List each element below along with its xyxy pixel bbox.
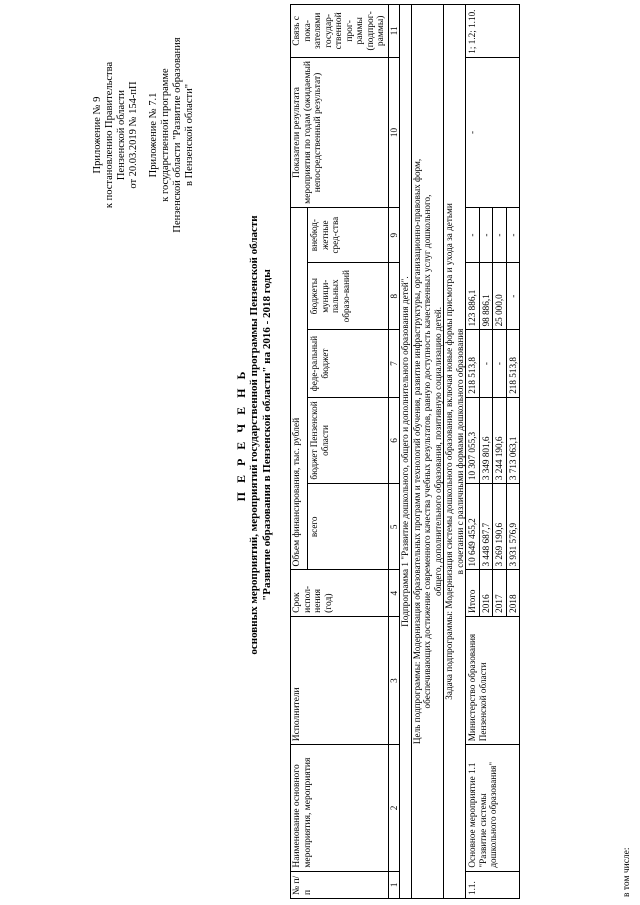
col-number: 8 xyxy=(388,263,400,330)
row-extra: - xyxy=(506,208,520,263)
appendix-line: Пензенской области "Развитие образования xyxy=(172,37,183,233)
row-federal: - xyxy=(493,330,507,397)
header-executor: Исполнители xyxy=(291,616,389,744)
header-num: № п/п xyxy=(291,871,389,898)
goal-line: общего, дополнительного образования, позитивную социализацию детей. xyxy=(432,307,443,597)
row-regional: 3 713 063,1 xyxy=(506,397,520,483)
subprogram-row xyxy=(400,5,412,899)
header-name: Наименование основного мероприятия, мероприятия xyxy=(291,745,389,871)
header-indicators: Показатели результата мероприятия по годам (ожидаемый непосредственный результат) xyxy=(291,57,389,208)
row-term: 2017 xyxy=(493,570,507,616)
row-regional: 3 244 190,6 xyxy=(493,397,507,483)
measure-indicator: - xyxy=(466,57,520,208)
row-municipal: 25 000,0 xyxy=(493,263,507,330)
row-regional: 10 307 055,3 xyxy=(466,397,480,483)
row-federal: 218 513,8 xyxy=(506,330,520,397)
row-municipal: - xyxy=(506,263,520,330)
header-extrabudget: внебюд-жетные сред-ства xyxy=(308,208,388,263)
measure-link: 1; 1.2; 1.10. xyxy=(466,5,520,58)
row-regional: 3 349 801,6 xyxy=(479,397,493,483)
row-term: 2016 xyxy=(479,570,493,616)
col-number: 10 xyxy=(388,57,400,208)
row-federal: - xyxy=(479,330,493,397)
goal-line: Цель подпрограммы: Модернизация образовательных программ и технологий обучения, развитие инфраструктуры, организационно-правовых форм, xyxy=(411,158,422,745)
title-line-3: "Развитие образования в Пензенской области" на 2016 - 2018 годы xyxy=(261,269,273,601)
col-number: 9 xyxy=(388,208,400,263)
header-regional: бюджет Пензенской области xyxy=(308,397,388,483)
subprogram-goal xyxy=(411,5,444,899)
task-line: в сочетании с различными формами дошкольного образования xyxy=(454,328,465,575)
row-municipal: 98 886,1 xyxy=(479,263,493,330)
col-number: 5 xyxy=(388,484,400,570)
appendix-line: Приложение № 7.1 xyxy=(148,92,159,178)
col-number: 6 xyxy=(388,397,400,483)
col-number: 3 xyxy=(388,616,400,744)
title-line-2: основных мероприятий, мероприятий государственной программы Пензенской области xyxy=(248,215,260,655)
row-term: 2018 xyxy=(506,570,520,616)
row-extra: - xyxy=(479,208,493,263)
header-total: всего xyxy=(308,484,388,570)
task-line: Задача подпрограммы: Модернизация системы дошкольного образования, включая новые формы присмотра и ухода за детьми xyxy=(444,203,454,700)
title-line-1: П Е Р Е Ч Е Н Ь xyxy=(234,368,248,502)
measure-executor: Министерство образования Пензенской области xyxy=(466,616,520,744)
appendix-line: Пензенской области xyxy=(116,89,127,181)
header-term: Срок испол-нения (год) xyxy=(291,570,389,616)
table-footer-note: в том числе: xyxy=(622,847,632,897)
row-extra: - xyxy=(493,208,507,263)
appendix-line: Приложение № 9 xyxy=(92,96,103,174)
header-link: Связь с пока-зателями государ-ственной прог-раммы (подпрог-раммы) xyxy=(291,5,389,58)
row-term: Итого xyxy=(466,570,480,616)
goal-line: обеспечивающих достижение современного качества учебных результатов, равную доступность качественных услуг дошкольного, xyxy=(422,194,432,709)
col-number: 11 xyxy=(388,5,400,58)
row-municipal: 123 886,1 xyxy=(466,263,480,330)
row-total: 10 649 455,2 xyxy=(466,484,480,570)
document-title xyxy=(235,85,274,785)
appendix-gap xyxy=(140,5,148,265)
column-number-row xyxy=(388,5,400,899)
row-extra: - xyxy=(466,208,480,263)
header-federal: феде-ральный бюджет xyxy=(308,330,388,397)
appendix-block xyxy=(92,5,196,265)
measures-table xyxy=(290,4,520,899)
appendix-line: в Пензенской области" xyxy=(184,84,195,186)
task-row xyxy=(444,5,466,899)
row-total: 3 931 576,9 xyxy=(506,484,520,570)
measure-num: 1.1. xyxy=(466,871,520,898)
header-row xyxy=(291,5,308,899)
appendix-line: к государственной программе xyxy=(160,68,171,202)
subprogram-task xyxy=(444,5,466,899)
header-volume: Объем финансирования, тыс. рублей xyxy=(291,208,308,570)
appendix-line: к постановлению Правительства xyxy=(104,61,115,209)
col-number: 1 xyxy=(388,871,400,898)
appendix-line: от 20.03.2019 № 154-пП xyxy=(128,81,139,189)
row-federal: 218 513,8 xyxy=(466,330,480,397)
subprogram-title: Подпрограмма 1 "Развитие дошкольного, общего и дополнительного образования детей". xyxy=(400,5,412,899)
col-number: 2 xyxy=(388,745,400,871)
col-number: 4 xyxy=(388,570,400,616)
measure-name: Основное мероприятие 1.1 "Развитие системы дошкольного образования" xyxy=(466,745,520,871)
table-row xyxy=(466,5,480,899)
row-total: 3 448 687,7 xyxy=(479,484,493,570)
row-total: 3 269 190,6 xyxy=(493,484,507,570)
col-number: 7 xyxy=(388,330,400,397)
goal-row xyxy=(411,5,444,899)
header-municipal: бюджеты муници-пальных образо-ваний xyxy=(308,263,388,330)
